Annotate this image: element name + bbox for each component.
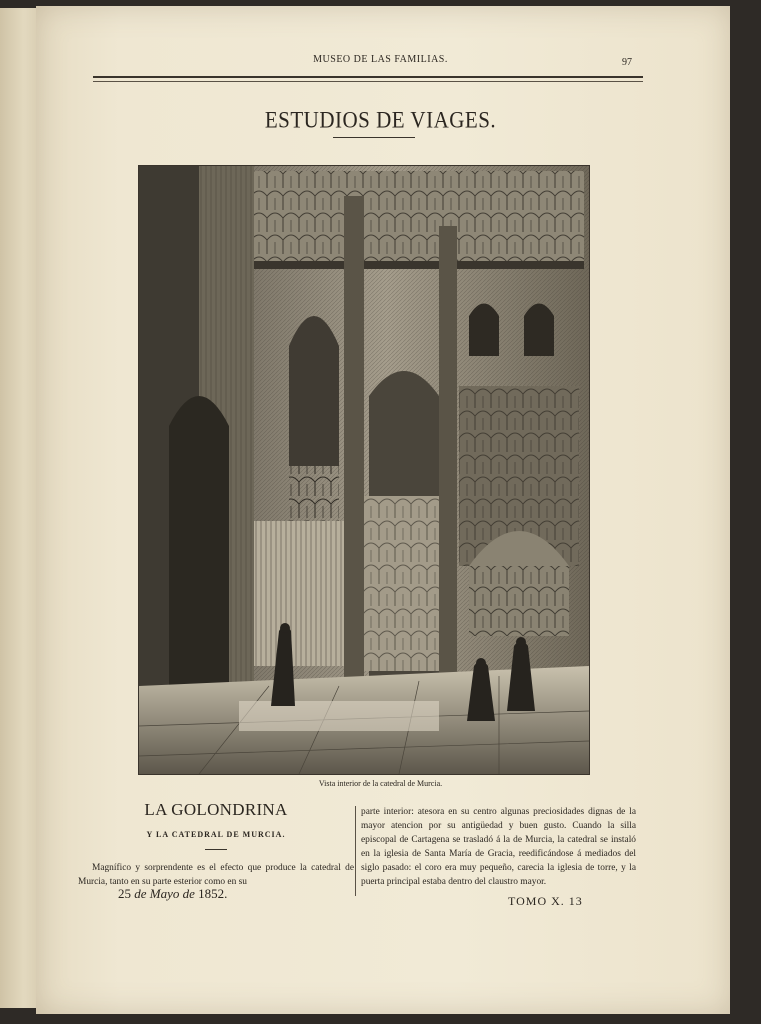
figure-caption: Vista interior de la catedral de Murcia. bbox=[318, 779, 443, 788]
column-divider bbox=[355, 806, 356, 896]
right-column bbox=[361, 805, 636, 889]
header-rule-thin bbox=[93, 81, 643, 82]
section-title: ESTUDIOS DE VIAGES. bbox=[264, 106, 497, 134]
date-day: 25 bbox=[118, 886, 131, 901]
date-year: 1852. bbox=[198, 886, 228, 901]
section-title-underline bbox=[333, 137, 415, 138]
date-month: de Mayo de bbox=[134, 886, 195, 901]
article-title: LA GOLONDRINA bbox=[144, 800, 288, 819]
cathedral-illustration bbox=[139, 166, 589, 774]
date-line bbox=[118, 886, 227, 902]
previous-page-edge bbox=[0, 8, 41, 1008]
article-subtitle: Y LA CATEDRAL DE MURCIA. bbox=[146, 830, 286, 839]
page-number: 97 bbox=[622, 57, 632, 68]
header-rule bbox=[93, 76, 643, 78]
cathedral-engraving bbox=[138, 165, 590, 775]
article-separator bbox=[205, 849, 227, 850]
left-paragraph: Magnífico y sorprendente es el efecto que produce la catedral de Murcia, tanto en su parte esterior como en su bbox=[78, 863, 354, 887]
left-column bbox=[78, 800, 354, 889]
right-paragraph: parte interior: atesora en su centro algunas preciosidades dignas de la mayor atencion por su antigüedad y buen gusto. Cuando la silla episcopal de Cartagena se trasladó á la de Murcia, la catedral se instaló en la iglesia de Santa María de Gracia, reedificándose á mediados del siglo pasado: el coro era muy pequeño, carecia la iglesia de torre, y la puerta principal estaba dentro del claustro mayor. bbox=[361, 807, 636, 887]
volume-signature: TOMO X. 13 bbox=[508, 894, 583, 908]
running-title: MUSEO DE LAS FAMILIAS. bbox=[313, 54, 448, 65]
